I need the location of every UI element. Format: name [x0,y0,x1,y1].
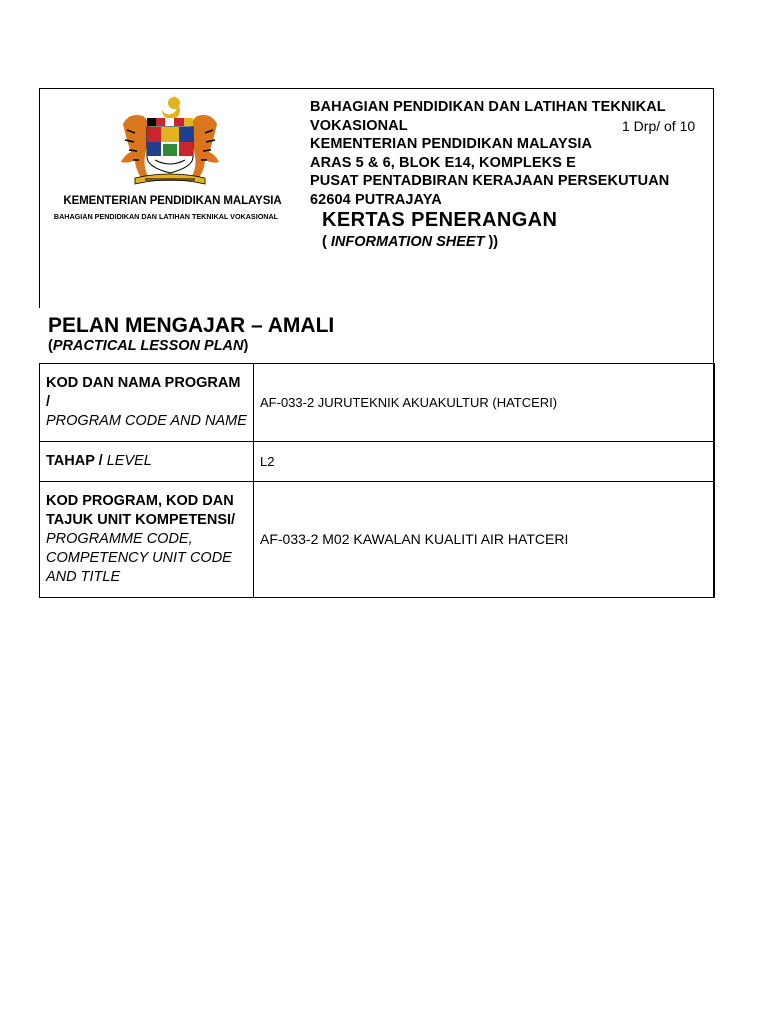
malaysia-coat-of-arms-logo [105,94,235,194]
row-label [40,442,254,482]
lesson-plan-subtitle [48,338,248,354]
sheet-subtitle-open: ( [322,234,331,250]
address-line: VOKASIONAL [310,117,408,134]
address-line: BAHAGIAN PENDIDIKAN DAN LATIHAN TEKNIKAL [310,99,666,115]
row-label-malay: KOD PROGRAM, KOD DAN TAJUK UNIT KOMPETENSI/ [46,493,236,528]
lesson-plan-subtitle-open: ( [48,338,53,354]
address-line: PUSAT PENTADBIRAN KERAJAAN PERSEKUTUAN [310,173,670,189]
sheet-subtitle-text: INFORMATION SHEET [330,234,485,250]
lesson-plan-title: PELAN MENGAJAR – AMALI [48,314,335,337]
logo-caption-ministry: KEMENTERIAN PENDIDIKAN MALAYSIA [63,195,282,207]
header-frame-left-border [39,88,40,308]
table-row [40,482,715,598]
page-number: 1 Drp/ of 10 [622,118,696,134]
table-row [40,364,715,442]
row-label [40,482,254,598]
table-row [40,442,715,482]
row-label-english: LEVEL [106,453,152,469]
row-label-english: PROGRAM CODE AND NAME [46,413,247,429]
sheet-subtitle [322,234,498,250]
row-value: L2 [254,442,715,482]
row-label-malay: TAHAP / [46,453,103,469]
lesson-plan-subtitle-text: PRACTICAL LESSON PLAN [52,338,244,354]
row-label [40,364,254,442]
row-value: AF-033-2 M02 KAWALAN KUALITI AIR HATCERI [254,482,715,598]
row-label-malay: KOD DAN NAMA PROGRAM / [46,375,241,410]
row-label-english: PROGRAMME CODE, COMPETENCY UNIT CODE AND TITLE [46,531,232,585]
ministry-address [310,98,669,209]
lesson-plan-subtitle-close: ) [243,338,249,354]
address-line: KEMENTERIAN PENDIDIKAN MALAYSIA [310,136,593,152]
sheet-subtitle-close: )) [484,234,499,250]
row-value: AF-033-2 JURUTEKNIK AKUAKULTUR (HATCERI) [254,364,715,442]
program-info-table [39,363,715,598]
sheet-title: KERTAS PENERANGAN [322,209,558,231]
logo-caption-division: BAHAGIAN PENDIDIKAN DAN LATIHAN TEKNIKAL VOKASIONAL [53,212,279,221]
address-line: ARAS 5 & 6, BLOK E14, KOMPLEKS E [310,154,576,171]
address-line: 62604 PUTRAJAYA [310,191,442,208]
